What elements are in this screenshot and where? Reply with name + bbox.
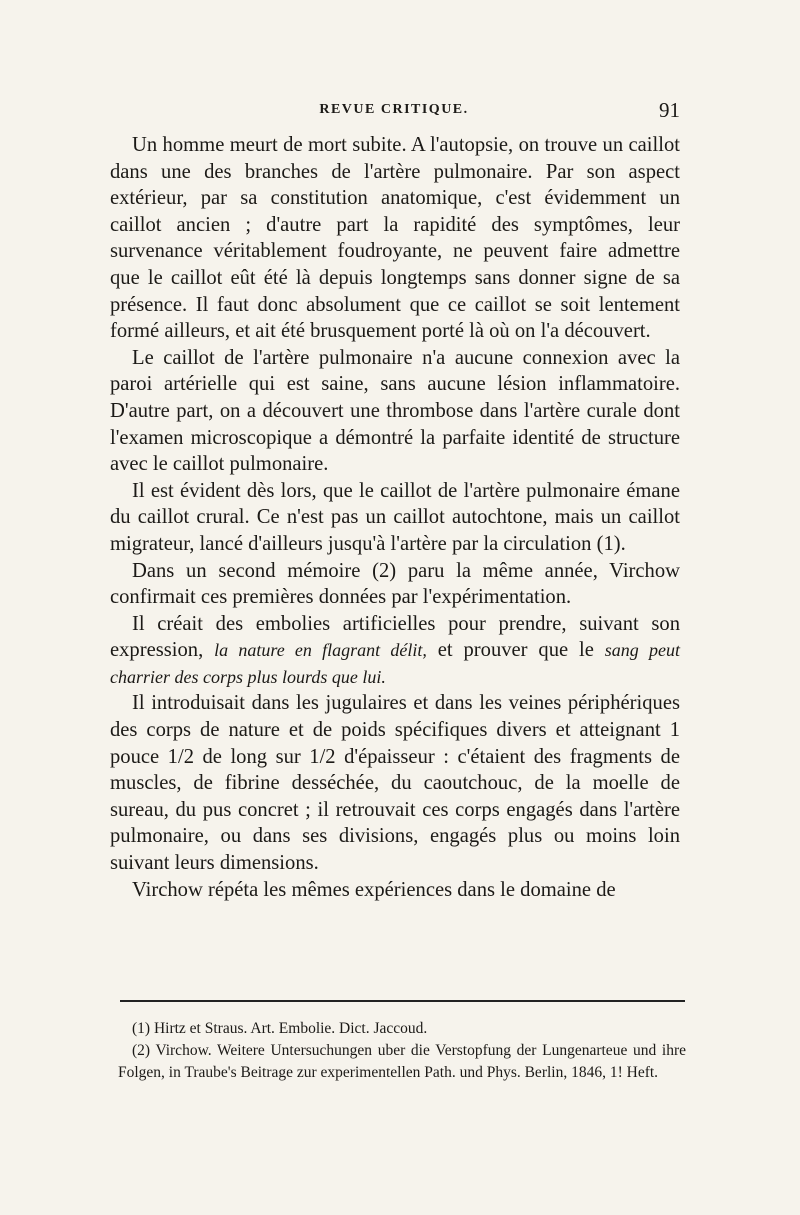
paragraph bbox=[110, 132, 680, 345]
paragraph bbox=[110, 478, 680, 558]
paragraph-text: Il est évident dès lors, que le caillot de l'artère pulmonaire émane du caillot crural. Ce n'est pas un caillot autochtone, mais un caillot migrateur, lancé d'ailleurs jusqu'à l'artère par la circulation (1). bbox=[110, 479, 680, 555]
running-head bbox=[108, 98, 680, 124]
footnote-divider bbox=[120, 1000, 685, 1002]
paragraph bbox=[110, 611, 680, 691]
paragraph bbox=[110, 345, 680, 478]
footnote: (1) Hirtz et Straus. Art. Embolie. Dict. Jaccoud. bbox=[132, 1020, 428, 1037]
paragraph bbox=[110, 877, 680, 904]
page-number: 91 bbox=[659, 98, 680, 122]
paragraph-text: Il créait des embolies artificielles pour prendre, suivant son expression, bbox=[110, 612, 680, 662]
paragraph-text: Il introduisait dans les jugulaires et dans les veines périphériques des corps de nature et de poids spécifiques divers et atteignant 1 pouce 1/2 de long sur 1/2 d'épaisseur : c'étaient des fragments de muscles, de fibrine desséchée, du caoutchouc, de la moelle de sureau, du pus concret ; il retrouvait ces corps engagés dans l'artère pulmonaire, ou dans ses divisions, engagés plus ou moins loin suivant leurs dimensions. bbox=[110, 692, 680, 875]
italic-quote: la nature en flagrant délit, bbox=[214, 640, 427, 661]
running-head-title: REVUE CRITIQUE. bbox=[319, 102, 469, 117]
paragraph bbox=[110, 690, 680, 876]
italic-quote: sang peut charrier des corps plus lourds que lui. bbox=[110, 640, 681, 687]
paragraph-text: et prouver que le bbox=[437, 639, 594, 662]
body-text bbox=[110, 132, 680, 903]
paragraph-text: Dans un second mémoire (2) paru la même année, Virchow confirmait ces premières données par l'expérimentation. bbox=[110, 559, 680, 609]
paragraph-text: Un homme meurt de mort subite. A l'autopsie, on trouve un caillot dans une des branches de l'artère pulmonaire. Par son aspect extérieur, par sa constitution anatomique, c'est évidemment un caillot ancien ; d'autre part la rapidité des symptômes, leur survenance véritablement foudroyante, ne peuvent faire admettre que le caillot eût été là depuis longtemps sans donner signe de sa présence. Il faut donc absolument que ce caillot se soit lentement formé ailleurs, et ait été brusquement porté là où on l'a découvert. bbox=[110, 134, 680, 343]
footnotes bbox=[118, 1018, 686, 1084]
footnote: (2) Virchow. Weitere Untersuchungen uber die Verstopfung der Lungenarteue und ihre Folgen, in Traube's Beitrage zur experimentellen Path. und Phys. Berlin, 1846, 1! Heft. bbox=[118, 1042, 686, 1081]
paragraph-text: Virchow répéta les mêmes expériences dans le domaine de bbox=[132, 878, 616, 901]
paragraph bbox=[110, 558, 680, 611]
paragraph-text: Le caillot de l'artère pulmonaire n'a aucune connexion avec la paroi artérielle qui est saine, sans aucune lésion inflammatoire. D'autre part, on a découvert une thrombose dans l'artère curale dont l'examen microscopique a démontré la parfaite identité de structure avec le caillot pulmonaire. bbox=[110, 346, 680, 476]
